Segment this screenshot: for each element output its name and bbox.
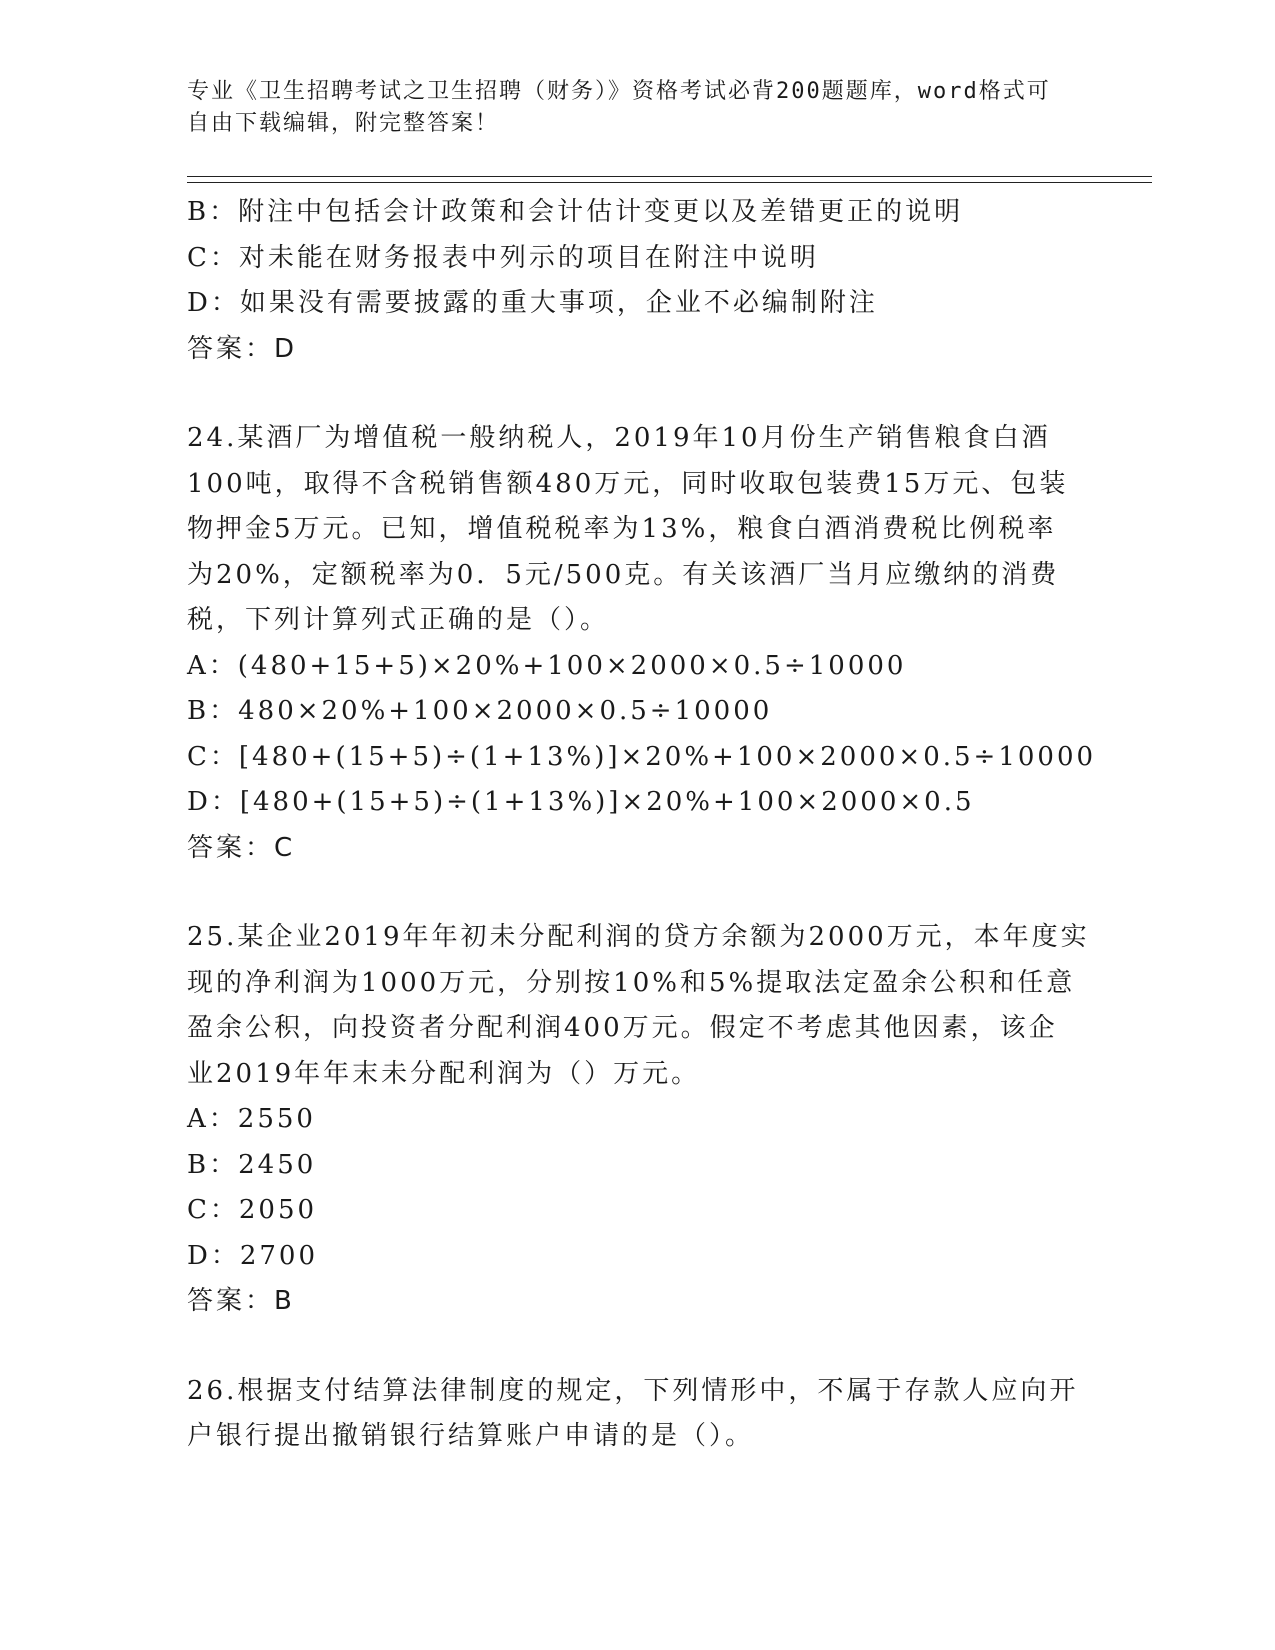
question-stem-line: 为20%，定额税率为0．5元/500克。有关该酒厂当月应缴纳的消费 — [187, 559, 1060, 590]
question-stem-line: 100吨，取得不含税销售额480万元，同时收取包装费15万元、包装 — [187, 468, 1069, 499]
question-26 — [187, 1369, 1087, 1460]
question-content — [187, 190, 1097, 1460]
question-spacer — [187, 871, 1087, 915]
prev-question-block — [187, 190, 1087, 372]
header-divider — [187, 182, 1152, 183]
header-divider — [187, 176, 1152, 177]
question-spacer — [187, 1325, 1087, 1369]
option-a: A：2550 — [187, 1104, 316, 1134]
question-stem-line: 24.某酒厂为增值税一般纳税人，2019年10月份生产销售粮食白酒 — [187, 423, 1051, 453]
option-a: A：(480+15+5)×20%+100×2000×0.5÷10000 — [187, 650, 907, 681]
option-c: C：对未能在财务报表中列示的项目在附注中说明 — [187, 242, 819, 273]
question-stem-line: 业2019年年末未分配利润为（）万元。 — [187, 1058, 701, 1089]
answer-label: 答案：D — [187, 333, 298, 364]
option-b: B：480×20%+100×2000×0.5÷10000 — [187, 696, 773, 726]
question-stem-line: 盈余公积，向投资者分配利润400万元。假定不考虑其他因素，该企 — [187, 1013, 1058, 1043]
option-d: D：[480+(15+5)÷(1+13%)]×20%+100×2000×0.5 — [187, 787, 975, 817]
question-stem-line: 25.某企业2019年年初未分配利润的贷方余额为2000万元，本年度实 — [187, 922, 1090, 952]
question-25 — [187, 915, 1090, 1325]
answer-label: 答案：C — [187, 832, 296, 863]
option-b: B：附注中包括会计政策和会计估计变更以及差错更正的说明 — [187, 197, 964, 227]
question-stem-line: 户银行提出撤销银行结算账户申请的是（）。 — [187, 1421, 755, 1451]
question-24 — [187, 416, 1097, 871]
question-stem-line: 税，下列计算列式正确的是（）。 — [187, 605, 610, 635]
question-stem-line: 26.根据支付结算法律制度的规定，下列情形中，不属于存款人应向开 — [187, 1375, 1079, 1406]
question-stem-line: 物押金5万元。已知，增值税税率为13%，粮食白酒消费税比例税率 — [187, 514, 1057, 544]
option-d: D：如果没有需要披露的重大事项，企业不必编制附注 — [187, 288, 878, 318]
question-stem-line: 现的净利润为1000万元，分别按10%和5%提取法定盈余公积和任意 — [187, 967, 1076, 998]
question-spacer — [187, 372, 1087, 416]
answer-label: 答案：B — [187, 1286, 295, 1316]
option-c: C：2050 — [187, 1195, 318, 1225]
option-c: C：[480+(15+5)÷(1+13%)]×20%+100×2000×0.5÷10000 — [187, 741, 1097, 772]
option-b: B：2450 — [187, 1149, 317, 1180]
option-d: D：2700 — [187, 1240, 319, 1271]
document-header: 专业《卫生招聘考试之卫生招聘（财务）》资格考试必背200题题库，word格式可自由下载编辑，附完整答案！ — [187, 79, 1051, 136]
